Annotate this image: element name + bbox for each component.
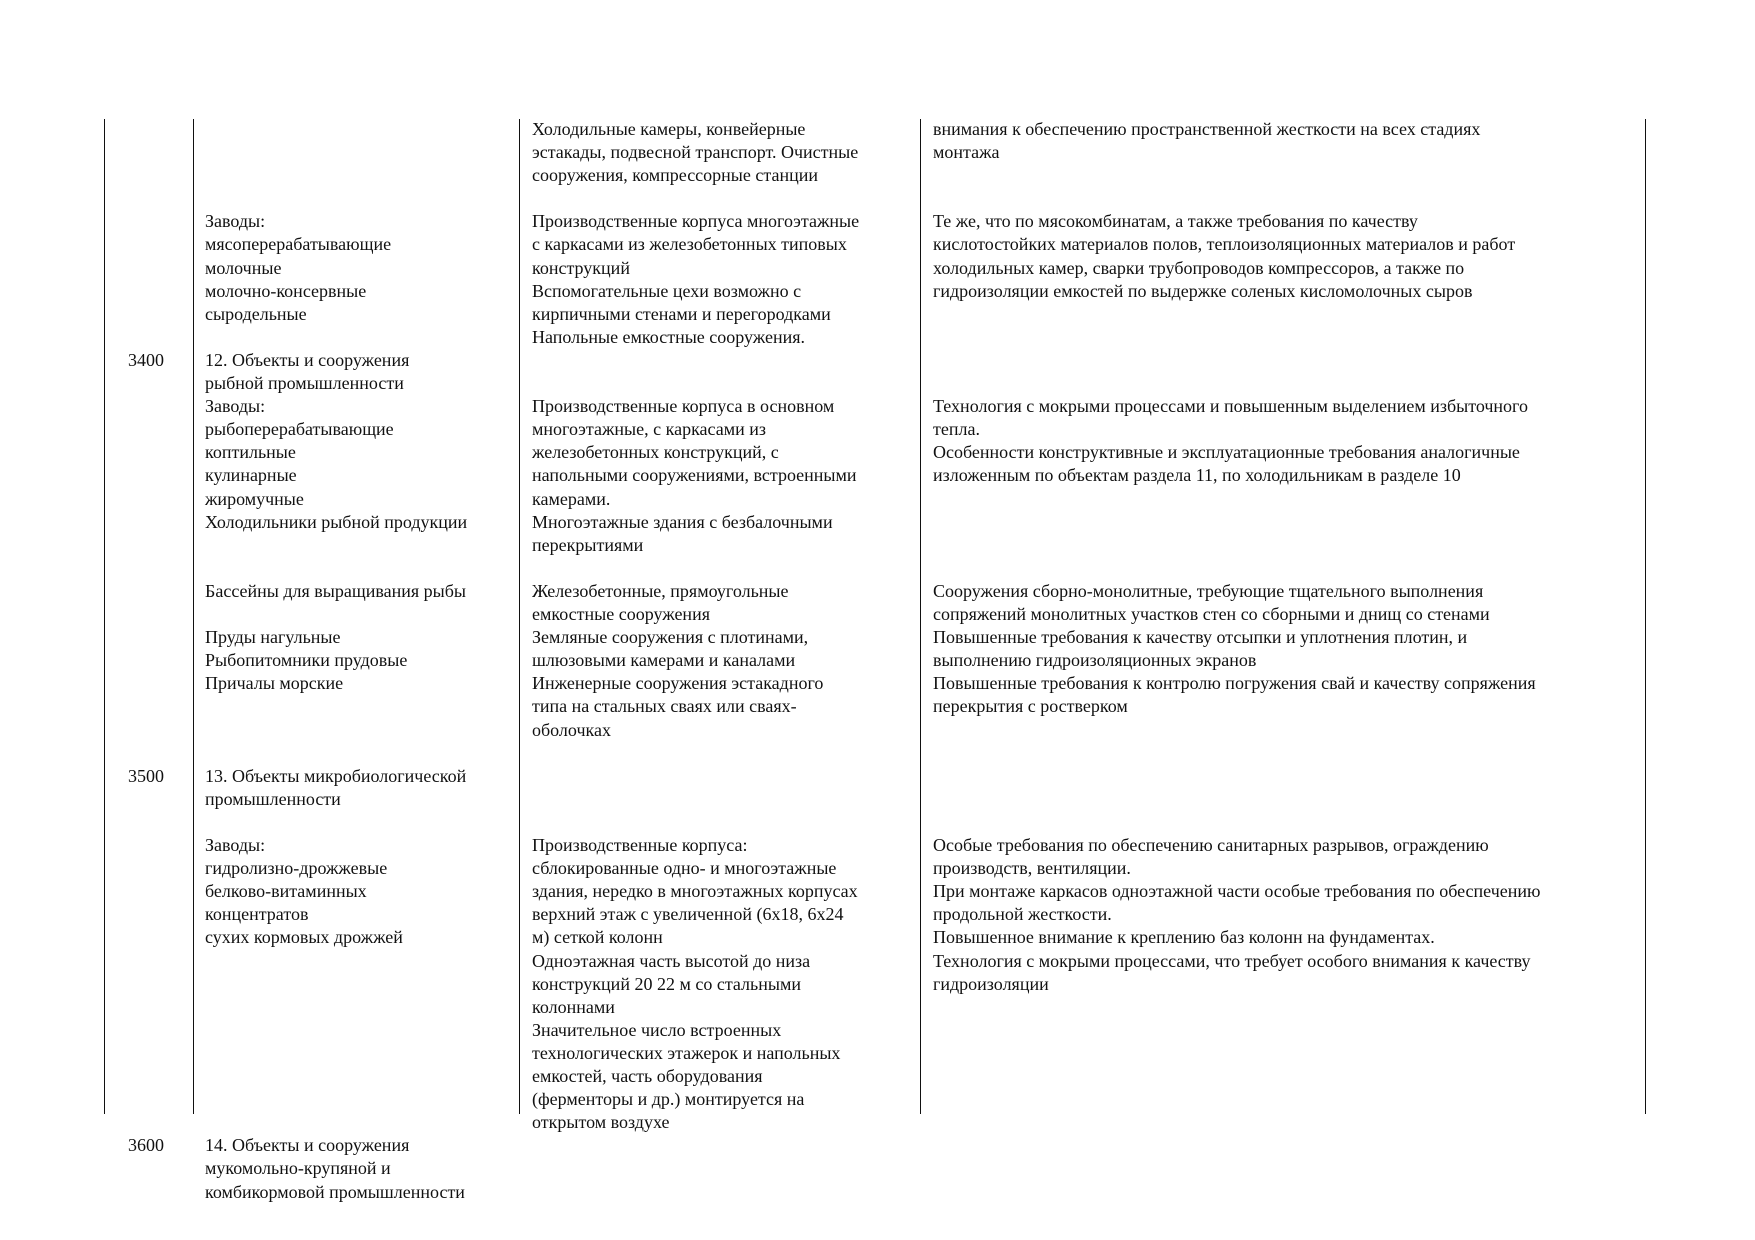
requirements-cell (933, 672, 1536, 718)
construction-cell-line: верхний этаж с увеличенной (6х18, 6х24 (532, 904, 844, 925)
construction-cell-line: шлюзовыми камерами и каналами (532, 650, 796, 671)
requirements-cell-line: Повышенное внимание к креплению баз колонн на фундаментах. (933, 927, 1435, 948)
construction-cell-line: емкостные сооружения (532, 604, 710, 625)
requirements-cell-line: Технология с мокрыми процессами, что требует особого внимания к качеству (933, 950, 1531, 971)
requirements-cell-line: холодильных камер, сварки трубопроводов компрессоров, а также по (933, 257, 1465, 278)
object-name-cell (205, 210, 391, 325)
object-name-cell-line: комбикормовой промышленности (205, 1181, 465, 1202)
requirements-cell-line: Сооружения сборно-монолитные, требующие тщательного выполнения (933, 581, 1484, 601)
construction-cell-line: Производственные корпуса: (532, 835, 748, 856)
table-rule-right (1645, 119, 1646, 1114)
construction-cell-line: технологических этажерок и напольных (532, 1042, 841, 1063)
requirements-cell-line: Те же, что по мясокомбинатам, а также требования по качеству (933, 211, 1418, 232)
construction-cell-line: м) сеткой колонн (532, 927, 663, 948)
requirements-cell-line: Особые требования по обеспечению санитарных разрывов, ограждению (933, 835, 1489, 856)
object-name-cell-line: Пруды нагульные (205, 627, 341, 648)
construction-cell-line: с каркасами из железобетонных типовых (532, 234, 847, 255)
section-code: 3500 (128, 765, 164, 786)
object-name-cell (205, 1134, 465, 1203)
object-name-cell-line: мясоперерабатывающие (205, 234, 392, 255)
construction-cell (532, 580, 789, 626)
object-name-cell-line: Причалы морские (205, 673, 344, 694)
object-name-cell-line: Бассейны для выращивания рыбы (205, 581, 467, 601)
requirements-cell-line: Технология с мокрыми процессами и повышенным выделением избыточного (933, 396, 1528, 417)
requirements-cell (933, 834, 1540, 996)
construction-cell-line: кирпичными стенами и перегородками (532, 303, 831, 324)
construction-cell-line: здания, нередко в многоэтажных корпусах (532, 881, 858, 902)
requirements-cell-line: Особенности конструктивные и эксплуатационные требования аналогичные (933, 442, 1520, 463)
construction-cell-line: Производственные корпуса в основном (532, 396, 835, 417)
section-code: 3400 (128, 350, 164, 370)
requirements-cell-line: гидроизоляции емкостей по выдержке соленых кисломолочных сыров (933, 280, 1473, 301)
object-name-cell-line: 14. Объекты и сооружения (205, 1135, 410, 1156)
construction-cell-line: оболочках (532, 719, 611, 740)
requirements-cell-line: сопряжений монолитных участков стен со сборными и днищ со стенами (933, 604, 1490, 625)
construction-cell-line: Вспомогательные цехи возможно с (532, 280, 802, 301)
object-name-cell-line: жиромучные (205, 488, 304, 509)
construction-cell-line: емкостей, часть оборудования (532, 1066, 763, 1087)
requirements-cell-line: производств, вентиляции. (933, 858, 1131, 879)
requirements-cell (933, 395, 1528, 487)
construction-cell-line: эстакады, подвесной транспорт. Очистные (532, 142, 859, 163)
object-name-cell-line: Заводы: (205, 211, 266, 232)
object-name-cell (205, 834, 403, 949)
object-name-cell-line: кулинарные (205, 465, 297, 486)
construction-cell-line: Производственные корпуса многоэтажные (532, 211, 860, 232)
requirements-cell-line: выполнению гидроизоляционных экранов (933, 650, 1257, 671)
object-name-cell-line: сыродельные (205, 303, 307, 324)
construction-cell-line: конструкций (532, 257, 630, 278)
construction-cell (532, 210, 859, 349)
object-name-cell-line: Рыбопитомники прудовые (205, 650, 408, 671)
construction-cell-line: открытом воздухе (532, 1112, 670, 1133)
construction-cell-line: Многоэтажные здания с безбалочными (532, 511, 833, 532)
object-name-cell-line: гидролизно-дрожжевые (205, 858, 388, 879)
construction-cell-line: Одноэтажная часть высотой до низа (532, 950, 811, 971)
construction-cell-line: напольными сооружениями, встроенными (532, 465, 857, 486)
object-name-cell-line: коптильные (205, 442, 296, 463)
construction-cell-line: Значительное число встроенных (532, 1019, 782, 1040)
requirements-cell-line: изложенным по объектам раздела 11, по холодильникам в разделе 10 (933, 465, 1461, 486)
object-name-cell-line: концентратов (205, 904, 309, 925)
object-name-cell (205, 765, 466, 811)
object-name-cell (205, 349, 409, 395)
object-name-cell-line: сухих кормовых дрожжей (205, 927, 403, 948)
object-name-cell-line: молочно-консервные (205, 280, 367, 301)
object-name-cell-line: молочные (205, 257, 282, 278)
construction-cell-line: конструкций 20 22 м со стальными (532, 973, 801, 994)
requirements-cell-line: Повышенные требования к контролю погружения свай и качеству сопряжения (933, 673, 1536, 694)
object-name-cell-line: мукомольно-крупяной и (205, 1158, 391, 1179)
requirements-cell-line: Повышенные требования к качеству отсыпки и уплотнения плотин, и (933, 627, 1468, 648)
object-name-cell-line: 13. Объекты микробиологической (205, 765, 467, 786)
object-name-cell (205, 672, 343, 695)
construction-cell-line: Холодильные камеры, конвейерные (532, 119, 806, 139)
object-name-cell-line: Заводы: (205, 835, 266, 856)
object-name-cell-line: рыбной промышленности (205, 373, 404, 394)
construction-cell (532, 672, 823, 741)
requirements-cell (933, 580, 1490, 626)
requirements-cell-line: кислотостойких материалов полов, теплоизоляционных материалов и работ (933, 234, 1516, 255)
construction-cell-line: сблокированные одно- и многоэтажные (532, 858, 837, 879)
requirements-cell-line: монтажа (933, 142, 1000, 163)
construction-cell-line: (ферменторы и др.) монтируется на (532, 1089, 805, 1110)
construction-cell-line: типа на стальных сваях или сваях- (532, 696, 797, 717)
construction-cell-line: перекрытиями (532, 534, 644, 555)
construction-cell (532, 118, 858, 187)
object-name-cell-line: белково-витаминных (205, 881, 367, 902)
construction-cell-line: Земляные сооружения с плотинами, (532, 627, 809, 648)
construction-cell (532, 395, 857, 557)
construction-cell-line: Напольные емкостные сооружения. (532, 326, 806, 347)
construction-cell (532, 626, 808, 672)
construction-cell-line: железобетонных конструкций, с (532, 442, 779, 463)
construction-cell-line: многоэтажные, с каркасами из (532, 419, 767, 440)
construction-cell-line: камерами. (532, 488, 611, 509)
requirements-cell-line: продольной жесткости. (933, 904, 1112, 925)
requirements-cell-line: перекрытия с ростверком (933, 696, 1128, 717)
requirements-cell (933, 626, 1467, 672)
object-name-cell-line: рыбоперерабатывающие (205, 419, 394, 440)
requirements-cell (933, 118, 1480, 164)
table-rule-object (519, 119, 520, 1114)
section-code: 3600 (128, 1135, 164, 1156)
table-rule-code (193, 119, 194, 1114)
construction-cell-line: колоннами (532, 996, 615, 1017)
object-name-cell (205, 580, 466, 603)
object-name-cell-line: 12. Объекты и сооружения (205, 350, 410, 370)
requirements-cell-line: внимания к обеспечению пространственной жесткости на всех стадиях (933, 119, 1481, 139)
table-rule-left (104, 119, 105, 1114)
object-name-cell (205, 626, 407, 672)
requirements-cell-line: гидроизоляции (933, 973, 1049, 994)
table-rule-construction (920, 119, 921, 1114)
requirements-cell-line: При монтаже каркасов одноэтажной части особые требования по обеспечению (933, 881, 1541, 902)
construction-cell-line: Железобетонные, прямоугольные (532, 581, 789, 601)
object-name-cell-line: промышленности (205, 788, 341, 809)
object-name-cell (205, 395, 467, 534)
construction-cell-line: Инженерные сооружения эстакадного (532, 673, 824, 694)
object-name-cell-line: Заводы: (205, 396, 266, 417)
object-name-cell-line: Холодильники рыбной продукции (205, 511, 468, 532)
requirements-cell-line: тепла. (933, 419, 980, 440)
construction-cell-line: сооружения, компрессорные станции (532, 165, 818, 186)
construction-cell (532, 834, 858, 1134)
requirements-cell (933, 210, 1515, 302)
